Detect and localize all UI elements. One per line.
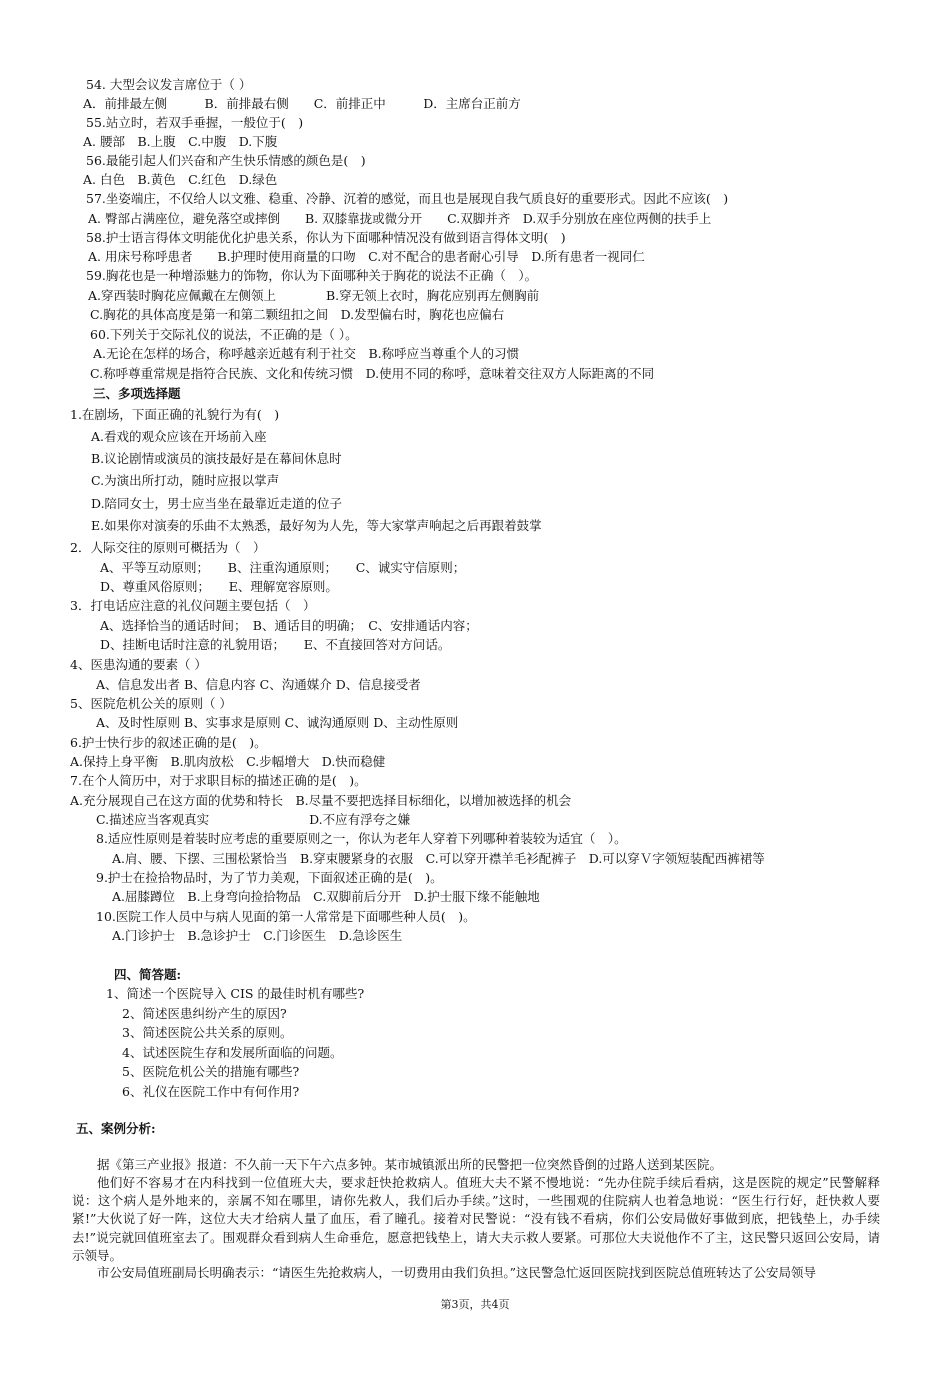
q59-options-ab: A.穿西装时胸花应佩戴在左侧领上 B.穿无领上衣时，胸花应别再左侧胸前 — [88, 288, 540, 303]
q54-options: A．前排最左侧 B．前排最右侧 C．前排正中 D．主席台正前方 — [83, 96, 521, 111]
q58-options: A. 用床号称呼患者 B.护理时使用商量的口吻 C.对不配合的患者耐心引导 D.所有患者一视同仁 — [88, 249, 645, 264]
mq1-option-e: E.如果你对演奏的乐曲不太熟悉，最好匆为人先，等大家掌声响起之后再跟着鼓掌 — [91, 518, 542, 533]
mq1-stem: 1.在剧场，下面正确的礼貌行为有( ) — [70, 407, 280, 422]
q55-options: A. 腰部 B.上腹 C.中腹 D.下腹 — [83, 134, 278, 149]
mq2-stem: 2．人际交往的原则可概括为（ ） — [70, 540, 266, 555]
mq9-stem: 9.护士在捡拾物品时，为了节力美观，下面叙述正确的是( )。 — [96, 870, 443, 885]
mq8-options: A.肩、腰、下摆、三围松紧恰当 B.穿束腰紧身的衣服 C.可以穿开襟羊毛衫配裤子 D.可以穿Ｖ字领短装配西裤裙等 — [112, 851, 765, 866]
q56-stem: 56.最能引起人们兴奋和产生快乐情感的颜色是( ) — [86, 153, 366, 168]
q60-options-ab: A.无论在怎样的场合，称呼越亲近越有利于社交 B.称呼应当尊重个人的习惯 — [93, 346, 520, 361]
short-q5: 5、医院危机公关的措施有哪些? — [122, 1064, 300, 1079]
q59-options-cd: C.胸花的具体高度是第一和第二颗纽扣之间 D.发型偏右时，胸花也应偏右 — [90, 307, 505, 322]
short-q1: 1、简述一个医院导入 CIS 的最佳时机有哪些? — [106, 986, 365, 1001]
case-paragraph-2: 他们好不容易才在内科找到一位值班大夫，要求赶快抢救病人。值班大夫不紧不慢地说：“先办住院手续后看病，这是医院的规定”民警解释说：这个病人是外地来的，亲属不知在哪里，请你先救人，我们后办手续。”这时，一些围观的住院病人也着急地说：“医生行行好，赶快救人要紧!”大伙说了好一阵，这位大夫才给病人量了血压，看了瞳孔。接着对民警说：“没有钱不看病，你们公安局做好事做到底，把钱垫上，办手续去!”说完就回值班室去了。围观群众看到病人生命垂危，愿意把钱垫上，请大夫示救人要紧。可那位大夫说他作不了主，这民警只返回公安局，请示领导。 — [72, 1175, 880, 1263]
section-3-heading: 三、多项选择题 — [93, 386, 181, 401]
q55-stem: 55.站立时，若双手垂握，一般位于( ) — [86, 115, 304, 130]
section-4-heading: 四、简答题: — [114, 967, 182, 982]
mq2-options-2: D、尊重风俗原则； E、理解宽容原则。 — [100, 579, 338, 594]
section-5-heading: 五、案例分析: — [76, 1121, 156, 1136]
q56-options: A. 白色 B.黄色 C.红色 D.绿色 — [83, 172, 278, 187]
mq1-option-c: C.为演出所打动，随时应报以掌声 — [91, 473, 280, 488]
short-q3: 3、简述医院公共关系的原则。 — [122, 1025, 293, 1040]
mq8-stem: 8.适应性原则是着装时应考虑的重要原则之一，你认为老年人穿着下列哪种着装较为适宜（ ）。 — [96, 831, 627, 846]
mq10-stem: 10.医院工作人员中与病人见面的第一人常常是下面哪些种人员( )。 — [96, 909, 476, 924]
q54-stem: 54. 大型会议发言席位于（ ） — [86, 77, 252, 92]
mq6-options: A.保持上身平衡 B.肌肉放松 C.步幅增大 D.快而稳健 — [70, 754, 386, 769]
case-paragraph-1: 据《第三产业报》报道：不久前一天下午六点多钟。某市城镇派出所的民警把一位突然昏倒的过路人送到某医院。 — [97, 1157, 723, 1172]
q57-stem: 57.坐姿端庄，不仅给人以文雅、稳重、冷静、沉着的感觉，而且也是展现自我气质良好的重要形式。因此不应该( ) — [86, 191, 729, 206]
mq9-options: A.屈膝蹲位 B.上身弯向捡拾物品 C.双脚前后分开 D.护士服下缘不能触地 — [112, 889, 540, 904]
q60-options-cd: C.称呼尊重常规是指符合民族、文化和传统习惯 D.使用不同的称呼，意味着交往双方人际距离的不同 — [90, 366, 655, 381]
mq3-stem: 3．打电话应注意的礼仪问题主要包括（ ） — [70, 598, 316, 613]
case-paragraph-3: 市公安局值班副局长明确表示：“请医生先抢救病人，一切费用由我们负担。”这民警急忙返回医院找到医院总值班转达了公安局领导 — [97, 1265, 817, 1280]
mq5-stem: 5、医院危机公关的原则（ ） — [70, 696, 232, 711]
mq1-option-a: A.看戏的观众应该在开场前入座 — [91, 429, 267, 444]
short-q6: 6、礼仪在医院工作中有何作用? — [122, 1084, 300, 1099]
mq1-option-b: B.议论剧情或演员的演技最好是在幕间休息时 — [91, 451, 342, 466]
mq2-options-1: A、平等互动原则； B、注重沟通原则； C、诚实守信原则； — [100, 560, 466, 575]
mq1-option-d: D.陪同女士，男士应当坐在最靠近走道的位子 — [91, 496, 343, 511]
mq5-options: A、及时性原则 B、实事求是原则 C、诚沟通原则 D、主动性原则 — [96, 715, 459, 730]
mq10-options: A.门诊护士 B.急诊护士 C.门诊医生 D.急诊医生 — [112, 928, 403, 943]
mq7-options-ab: A.充分展现自己在这方面的优势和特长 B.尽量不要把选择目标细化，以增加被选择的机会 — [70, 793, 572, 808]
q59-stem: 59.胸花也是一种增添魅力的饰物，你认为下面哪种关于胸花的说法不正确（ ）。 — [86, 268, 538, 283]
mq7-stem: 7.在个人简历中，对于求职目标的描述正确的是( )。 — [70, 773, 367, 788]
mq7-options-cd: C.描述应当客观真实 D.不应有浮夸之嫌 — [96, 812, 411, 827]
q58-stem: 58.护士语言得体文明能优化护患关系，你认为下面哪种情况没有做到语言得体文明( ) — [86, 230, 566, 245]
mq3-options-2: D、挂断电话时注意的礼貌用语； E、不直接回答对方问话。 — [100, 637, 451, 652]
short-q4: 4、试述医院生存和发展所面临的问题。 — [122, 1045, 343, 1060]
short-q2: 2、简述医患纠纷产生的原因? — [122, 1006, 287, 1021]
mq6-stem: 6.护士快行步的叙述正确的是( )。 — [70, 735, 267, 750]
q60-stem: 60.下列关于交际礼仪的说法，不正确的是（ ）。 — [90, 327, 358, 342]
mq3-options-1: A、选择恰当的通话时间； B、通话目的明确； C、安排通话内容； — [100, 618, 478, 633]
page-footer: 第3页，共4页 — [440, 1298, 510, 1311]
mq4-options: A、信息发出者 B、信息内容 C、沟通媒介 D、信息接受者 — [96, 677, 421, 692]
q57-options: A. 臀部占满座位，避免落空或摔倒 B. 双膝靠拢或微分开 C.双脚并齐 D.双手分别放在座位两侧的扶手上 — [88, 211, 712, 226]
mq4-stem: 4、医患沟通的要素（ ） — [70, 657, 207, 672]
